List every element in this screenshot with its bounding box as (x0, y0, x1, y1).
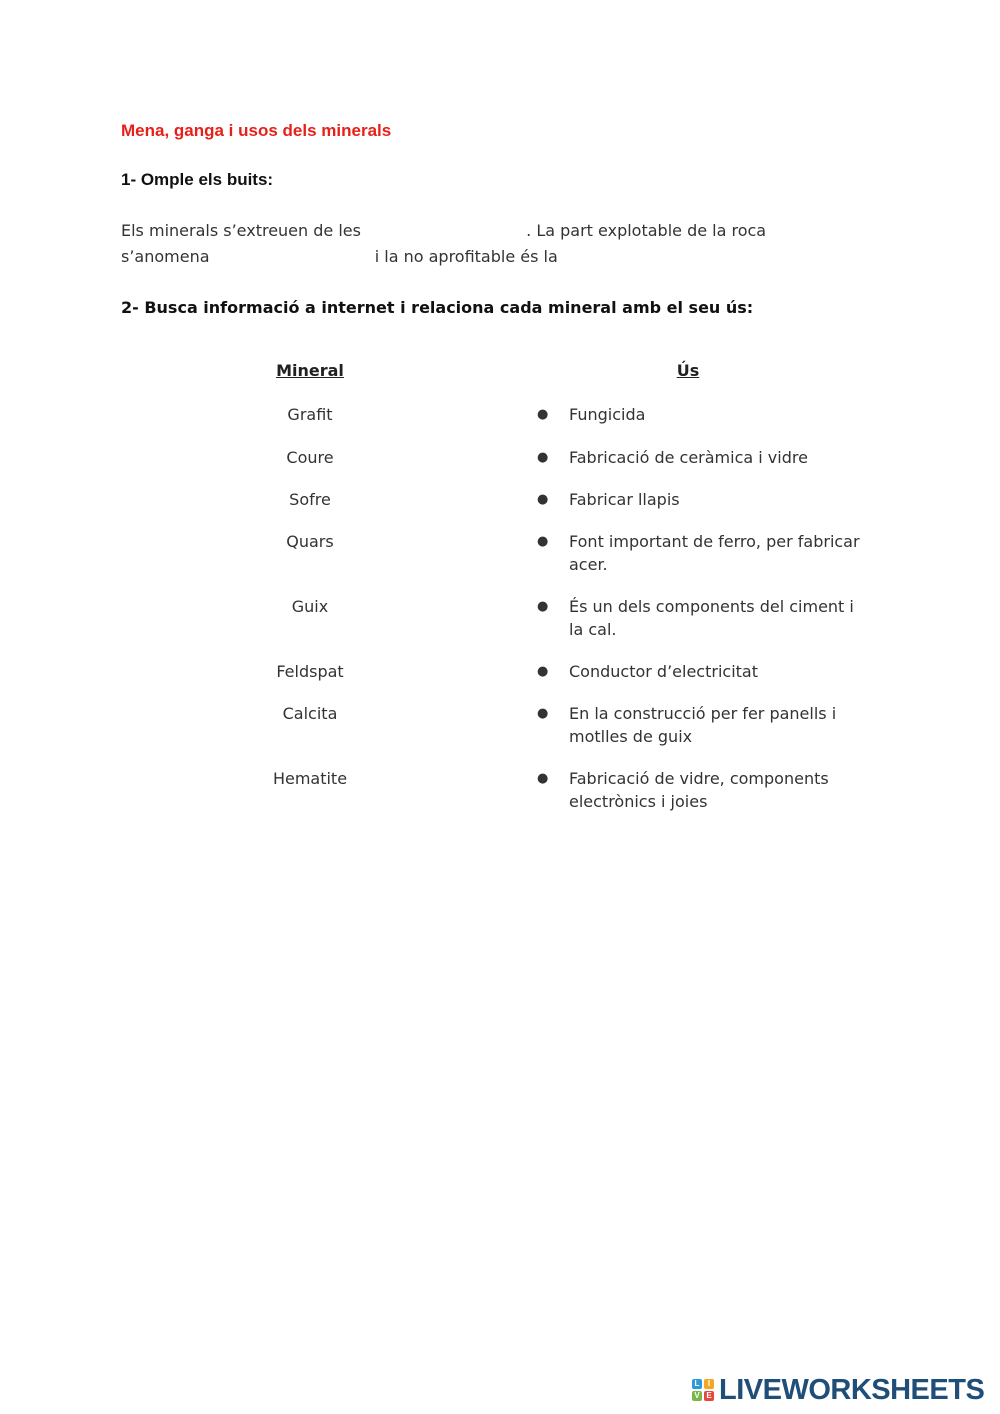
use-item[interactable] (537, 530, 877, 576)
bullet-icon: ● (537, 534, 549, 549)
header-use: Ús (676, 361, 700, 380)
bullet-icon: ● (537, 492, 549, 507)
mineral-item[interactable]: Calcita (282, 704, 338, 723)
bullet-icon: ● (537, 407, 549, 422)
use-item[interactable] (537, 446, 877, 469)
mineral-item[interactable]: Feldspat (276, 662, 344, 681)
line1-text-after: . La part explotable de la roca (526, 221, 767, 240)
bullet-icon: ● (537, 706, 549, 721)
paragraph-line-2 (121, 244, 821, 270)
use-text: Font important de ferro, per fabricar acer. (569, 532, 860, 574)
mineral-item[interactable]: Sofre (289, 490, 331, 509)
bullet-icon: ● (537, 450, 549, 465)
logo-mark-icon (692, 1379, 714, 1401)
use-item[interactable] (537, 660, 877, 683)
mineral-item[interactable]: Guix (291, 597, 329, 616)
use-text: Fabricació de ceràmica i vidre (569, 448, 808, 467)
question-2-label: 2- Busca informació a internet i relaciona cada mineral amb el seu ús: (121, 298, 754, 317)
line2-text-after: i la no aprofitable és la (374, 247, 558, 266)
logo-letter-l: L (692, 1379, 702, 1389)
use-text: En la construcció per fer panells i motlles de guix (569, 704, 837, 746)
liveworksheets-logo (692, 1374, 984, 1406)
use-item[interactable] (537, 488, 877, 511)
mineral-item[interactable]: Quars (286, 532, 334, 551)
use-text: És un dels components del ciment i la cal. (569, 597, 854, 639)
bullet-icon: ● (537, 599, 549, 614)
use-text: Fabricació de vidre, components electrònics i joies (569, 769, 829, 811)
use-item[interactable] (537, 595, 877, 641)
question-1-label: 1- Omple els buits: (121, 170, 274, 189)
use-item[interactable] (537, 403, 877, 426)
mineral-item[interactable]: Hematite (272, 769, 348, 788)
line2-text-before: s’anomena (121, 247, 210, 266)
use-text: Conductor d’electricitat (569, 662, 758, 681)
worksheet-title: Mena, ganga i usos dels minerals (121, 121, 392, 140)
logo-letter-e: E (704, 1391, 714, 1401)
logo-text: LIVEWORKSHEETS (719, 1373, 985, 1406)
mineral-item[interactable]: Grafit (287, 405, 333, 424)
logo-letter-i: I (704, 1379, 714, 1389)
fill-blanks-paragraph (121, 218, 821, 270)
paragraph-line-1 (121, 218, 821, 244)
line1-text-before: Els minerals s’extreuen de les (121, 221, 361, 240)
mineral-item[interactable]: Coure (286, 448, 334, 467)
bullet-icon: ● (537, 664, 549, 679)
logo-letter-v: V (692, 1391, 702, 1401)
bullet-icon: ● (537, 771, 549, 786)
use-text: Fungicida (569, 405, 646, 424)
use-text: Fabricar llapis (569, 490, 680, 509)
header-mineral: Mineral (276, 361, 344, 380)
use-item[interactable] (537, 702, 877, 748)
use-item[interactable] (537, 767, 877, 813)
